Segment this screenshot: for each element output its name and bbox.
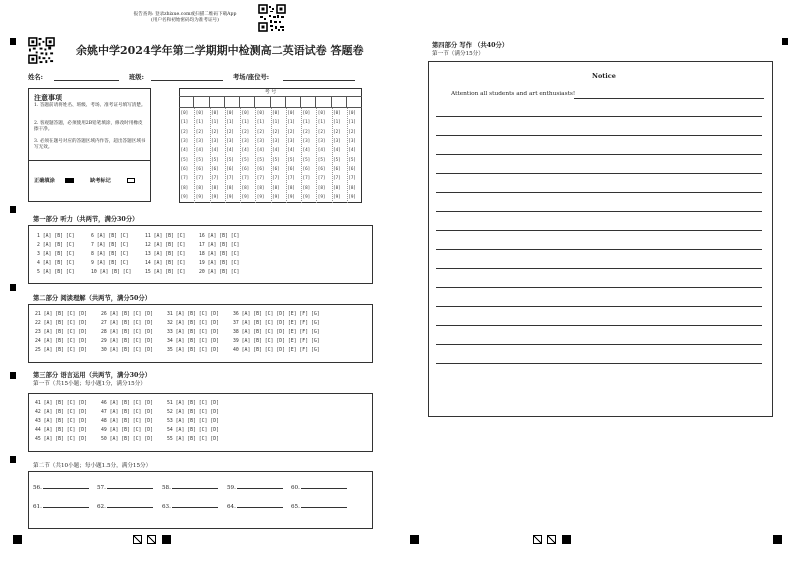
registration-mark <box>10 456 16 463</box>
fill-blank-item[interactable] <box>33 502 89 510</box>
listening-question[interactable]: 13 [A] [B] [C] <box>145 252 186 257</box>
fill-blank-item[interactable] <box>227 502 283 510</box>
fill-blank-item[interactable] <box>162 502 218 510</box>
reading-question[interactable]: 37 [A] [B] [C] [D] [E] [F] [G] <box>233 321 320 326</box>
fill-blank-number: 62. <box>97 504 106 510</box>
exam-digit-write-cell[interactable] <box>225 97 240 108</box>
language-use-question[interactable]: 54 [A] [B] [C] [D] <box>167 428 219 433</box>
writing-line[interactable] <box>436 249 762 250</box>
registration-mark <box>782 38 788 45</box>
listening-question[interactable]: 16 [A] [B] [C] <box>199 234 240 239</box>
writing-line[interactable] <box>436 230 762 231</box>
language-use-question[interactable]: 50 [A] [B] [C] [D] <box>101 437 153 442</box>
class-field[interactable] <box>151 80 223 81</box>
fill-blank-line[interactable] <box>237 502 283 508</box>
exam-digit-column[interactable]: [0] [1] [2] [3] [4] [5] [6] [7] [8] [9] <box>211 111 219 201</box>
exam-digit-column[interactable]: [0] [1] [2] [3] [4] [5] [6] [7] [8] [9] <box>333 111 341 201</box>
listening-question[interactable]: 8 [A] [B] [C] <box>91 252 129 257</box>
language-use-question[interactable]: 46 [A] [B] [C] [D] <box>101 401 153 406</box>
writing-opening: Attention all students and art enthusiasts! <box>451 91 576 97</box>
language-use-question[interactable]: 43 [A] [B] [C] [D] <box>35 419 87 424</box>
timing-mark <box>147 535 156 544</box>
writing-line[interactable] <box>436 306 762 307</box>
reading-question[interactable]: 22 [A] [B] [C] [D] <box>35 321 87 326</box>
part1-title: 第一部分 听力（共两节，满分30分） <box>33 216 139 223</box>
exam-digit-write-cell[interactable] <box>179 97 194 108</box>
exam-digit-write-cell[interactable] <box>301 97 316 108</box>
listening-question[interactable]: 5 [A] [B] [C] <box>37 270 75 275</box>
language-use-question[interactable]: 47 [A] [B] [C] [D] <box>101 410 153 415</box>
reading-question[interactable]: 26 [A] [B] [C] [D] <box>101 312 153 317</box>
registration-mark <box>10 38 16 45</box>
fill-blank-item[interactable] <box>97 483 153 491</box>
listening-question[interactable]: 12 [A] [B] [C] <box>145 243 186 248</box>
exam-digit-column[interactable]: [0] [1] [2] [3] [4] [5] [6] [7] [8] [9] <box>180 111 189 201</box>
exam-digit-write-cell[interactable] <box>332 97 347 108</box>
reading-question[interactable]: 24 [A] [B] [C] [D] <box>35 339 87 344</box>
listening-question[interactable]: 4 [A] [B] [C] <box>37 261 75 266</box>
fill-blank-line[interactable] <box>301 483 347 489</box>
qr-code-icon <box>28 37 55 64</box>
listening-question[interactable]: 6 [A] [B] [C] <box>91 234 129 239</box>
language-use-question[interactable]: 49 [A] [B] [C] [D] <box>101 428 153 433</box>
listening-question[interactable]: 14 [A] [B] [C] <box>145 261 186 266</box>
fill-blank-line[interactable] <box>107 502 153 508</box>
writing-line[interactable] <box>574 98 764 99</box>
language-use-question[interactable]: 48 [A] [B] [C] [D] <box>101 419 153 424</box>
qr-code-icon <box>258 4 286 32</box>
registration-mark <box>10 372 16 379</box>
exam-digit-column[interactable]: [0] [1] [2] [3] [4] [5] [6] [7] [8] [9] <box>317 111 326 201</box>
listening-question[interactable]: 15 [A] [B] [C] <box>145 270 186 275</box>
reading-question[interactable]: 25 [A] [B] [C] [D] <box>35 348 87 353</box>
notice-item-1: 1. 答题前请将姓名、班级、考场、准考证号填写清楚。 <box>34 103 146 108</box>
fill-blank-number: 57. <box>97 485 106 491</box>
fill-blank-item[interactable] <box>162 483 218 491</box>
writing-line[interactable] <box>436 135 762 136</box>
registration-mark <box>13 535 22 544</box>
reading-question[interactable]: 39 [A] [B] [C] [D] [E] [F] [G] <box>233 339 320 344</box>
exam-digit-write-cell[interactable] <box>347 97 362 108</box>
part3-section2: 第二节（共10小题；每小题1.5分，满分15分） <box>33 463 152 469</box>
exam-digit-column[interactable]: [0] [1] [2] [3] [4] [5] [6] [7] [8] [9] <box>195 111 204 201</box>
exam-digit-write-cell[interactable] <box>210 97 225 108</box>
writing-line[interactable] <box>436 268 762 269</box>
page-title: 余姚中学2024学年第二学期期中检测高二英语试卷 答题卷 <box>76 44 364 57</box>
writing-line[interactable] <box>436 154 762 155</box>
correct-fill-label: 正确填涂 <box>34 178 55 184</box>
timing-mark <box>562 535 571 544</box>
writing-line[interactable] <box>436 173 762 174</box>
absent-label: 缺考标记 <box>90 178 111 184</box>
part4-section1: 第一节（满分15分） <box>432 51 484 57</box>
exam-digit-column[interactable]: [0] [1] [2] [3] [4] [5] [6] [7] [8] [9] <box>302 111 311 201</box>
listening-question[interactable]: 3 [A] [B] [C] <box>37 252 75 257</box>
timing-mark <box>533 535 542 544</box>
listening-question[interactable]: 19 [A] [B] [C] <box>199 261 240 266</box>
fill-blank-line[interactable] <box>301 502 347 508</box>
fill-blank-number: 60. <box>291 485 300 491</box>
name-field[interactable] <box>54 80 119 81</box>
writing-line[interactable] <box>436 344 762 345</box>
fill-blank-number: 58. <box>162 485 171 491</box>
notice-title: Notice <box>592 72 616 80</box>
fill-blank-number: 56. <box>33 485 42 491</box>
listening-question[interactable]: 7 [A] [B] [C] <box>91 243 129 248</box>
reading-question[interactable]: 32 [A] [B] [C] [D] <box>167 321 219 326</box>
exam-number-header: 考 号 <box>179 88 362 97</box>
listening-question[interactable]: 11 [A] [B] [C] <box>145 234 186 239</box>
writing-line[interactable] <box>436 325 762 326</box>
listening-question[interactable]: 2 [A] [B] [C] <box>37 243 75 248</box>
listening-question[interactable]: 20 [A] [B] [C] <box>199 270 240 275</box>
language-use-question[interactable]: 51 [A] [B] [C] [D] <box>167 401 219 406</box>
fill-blank-item[interactable] <box>227 483 283 491</box>
language-use-question[interactable]: 44 [A] [B] [C] [D] <box>35 428 87 433</box>
writing-line[interactable] <box>436 116 762 117</box>
exam-digit-column[interactable]: [0] [1] [2] [3] [4] [5] [6] [7] [8] [9] <box>256 111 265 201</box>
part4-title: 第四部分 写作 （共40分） <box>432 42 509 49</box>
fill-blank-number: 63. <box>162 504 171 510</box>
part3-title: 第三部分 语言运用（共两节，满分30分） <box>33 372 152 379</box>
class-label: 班级: <box>129 74 144 81</box>
report-query-text: 报告查询: 登录zhixue.com或扫描二维码下载App <box>133 12 237 17</box>
fill-blank-line[interactable] <box>43 502 89 508</box>
writing-line[interactable] <box>436 287 762 288</box>
fill-blank-item[interactable] <box>97 502 153 510</box>
notice-item-3: 3. 必须在题号对应的答题区域内作答，超出答题区域书写无效。 <box>34 139 146 150</box>
fill-blank-number: 64. <box>227 504 236 510</box>
fill-blank-item[interactable] <box>291 502 347 510</box>
registration-mark <box>773 535 782 544</box>
seat-field[interactable] <box>283 80 355 81</box>
seat-label: 考场/座位号: <box>233 74 270 81</box>
fill-blank-line[interactable] <box>107 483 153 489</box>
registration-mark <box>10 284 16 291</box>
language-use-question[interactable]: 53 [A] [B] [C] [D] <box>167 419 219 424</box>
reading-question[interactable]: 38 [A] [B] [C] [D] [E] [F] [G] <box>233 330 320 335</box>
registration-mark <box>410 535 419 544</box>
exam-digit-column[interactable]: [0] [1] [2] [3] [4] [5] [6] [7] [8] [9] <box>226 111 235 201</box>
exam-digit-write-cell[interactable] <box>255 97 270 108</box>
fill-blank-number: 61. <box>33 504 42 510</box>
writing-line[interactable] <box>436 211 762 212</box>
registration-mark <box>10 206 16 213</box>
exam-digit-column[interactable]: [0] [1] [2] [3] [4] [5] [6] [7] [8] [9] <box>241 111 250 201</box>
absent-mark-box[interactable] <box>127 178 135 183</box>
exam-digit-write-cell[interactable] <box>240 97 255 108</box>
report-query-note: (用户名和初始密码均为准考证号) <box>151 18 219 23</box>
reading-question[interactable]: 35 [A] [B] [C] [D] <box>167 348 219 353</box>
listening-question[interactable]: 9 [A] [B] [C] <box>91 261 129 266</box>
reading-question[interactable]: 27 [A] [B] [C] [D] <box>101 321 153 326</box>
notice-item-2: 2. 客观题答题，必须使用2B铅笔填涂，修改时用橡皮擦干净。 <box>34 121 143 132</box>
fill-blank-line[interactable] <box>172 502 218 508</box>
language-use-question[interactable]: 52 [A] [B] [C] [D] <box>167 410 219 415</box>
listening-question[interactable]: 1 [A] [B] [C] <box>37 234 75 239</box>
exam-digit-column[interactable]: [0] [1] [2] [3] [4] [5] [6] [7] [8] [9] <box>272 111 280 201</box>
timing-mark <box>162 535 171 544</box>
part2-title: 第二部分 阅读理解（共两节，满分50分） <box>33 295 152 302</box>
exam-digit-write-cell[interactable] <box>271 97 286 108</box>
fill-in-box <box>28 471 373 529</box>
exam-digit-write-cell[interactable] <box>286 97 301 108</box>
listening-question[interactable]: 18 [A] [B] [C] <box>199 252 240 257</box>
language-use-question[interactable]: 55 [A] [B] [C] [D] <box>167 437 219 442</box>
reading-question[interactable]: 21 [A] [B] [C] [D] <box>35 312 87 317</box>
fill-blank-line[interactable] <box>172 483 218 489</box>
exam-digit-write-cell[interactable] <box>316 97 331 108</box>
writing-line[interactable] <box>436 363 762 364</box>
listening-question[interactable]: 17 [A] [B] [C] <box>199 243 240 248</box>
part3-section1: 第一节（共15小题；每小题1分，满分15分） <box>33 381 146 387</box>
name-label: 姓名: <box>28 74 43 81</box>
fill-blank-number: 59. <box>227 485 236 491</box>
fill-blank-line[interactable] <box>43 483 89 489</box>
writing-line[interactable] <box>436 192 762 193</box>
fill-blank-number: 65. <box>291 504 300 510</box>
reading-question[interactable]: 28 [A] [B] [C] [D] <box>101 330 153 335</box>
language-use-question[interactable]: 41 [A] [B] [C] [D] <box>35 401 87 406</box>
reading-question[interactable]: 30 [A] [B] [C] [D] <box>101 348 153 353</box>
language-use-question[interactable]: 42 [A] [B] [C] [D] <box>35 410 87 415</box>
reading-question[interactable]: 31 [A] [B] [C] [D] <box>167 312 219 317</box>
fill-blank-item[interactable] <box>33 483 89 491</box>
divider <box>28 160 151 161</box>
reading-question[interactable]: 29 [A] [B] [C] [D] <box>101 339 153 344</box>
exam-digit-column[interactable]: [0] [1] [2] [3] [4] [5] [6] [7] [8] [9] <box>287 111 296 201</box>
fill-blank-line[interactable] <box>237 483 283 489</box>
exam-digit-write-cell[interactable] <box>194 97 209 108</box>
reading-question[interactable]: 23 [A] [B] [C] [D] <box>35 330 87 335</box>
language-use-question[interactable]: 45 [A] [B] [C] [D] <box>35 437 87 442</box>
filled-bubble-icon <box>65 178 74 183</box>
reading-question[interactable]: 36 [A] [B] [C] [D] [E] [F] [G] <box>233 312 320 317</box>
fill-blank-item[interactable] <box>291 483 347 491</box>
reading-question[interactable]: 40 [A] [B] [C] [D] [E] [F] [G] <box>233 348 320 353</box>
listening-question[interactable]: 10 [A] [B] [C] <box>91 270 132 275</box>
timing-mark <box>547 535 556 544</box>
notice-heading: 注意事项 <box>34 93 62 102</box>
reading-question[interactable]: 33 [A] [B] [C] [D] <box>167 330 219 335</box>
timing-mark <box>133 535 142 544</box>
reading-question[interactable]: 34 [A] [B] [C] [D] <box>167 339 219 344</box>
exam-digit-column[interactable]: [0] [1] [2] [3] [4] [5] [6] [7] [8] [9] <box>348 111 357 201</box>
